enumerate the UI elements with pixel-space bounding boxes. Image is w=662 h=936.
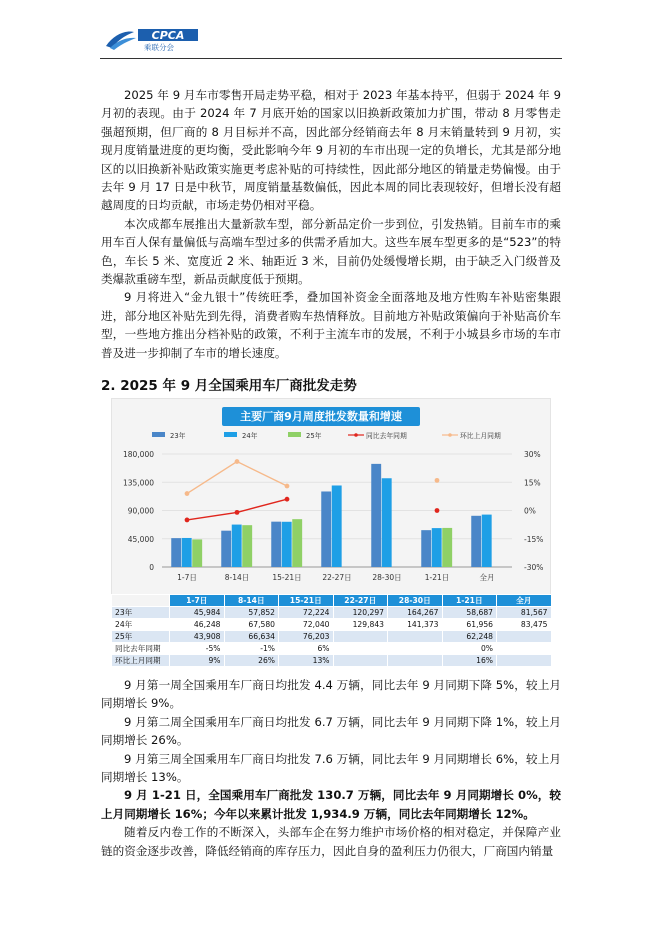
table-cell: -5% [170, 643, 225, 655]
table-cell [497, 631, 552, 643]
bar-24年 [482, 515, 492, 567]
table-row [112, 619, 552, 631]
point-环比上月同期 [435, 478, 440, 483]
intro-text [101, 86, 561, 362]
table-corner [112, 595, 170, 607]
left-tick-label: 90,000 [127, 506, 154, 516]
table-cell: 62,248 [442, 631, 497, 643]
table-header-cell: 8-14日 [224, 595, 279, 607]
table-cell [333, 655, 388, 667]
chart-svg [112, 399, 552, 595]
logo-subtext: 乘联分会 [144, 43, 174, 52]
legend-swatch [288, 432, 301, 437]
section-title: 2. 2025 年 9 月全国乘用车厂商批发走势 [101, 378, 357, 394]
x-tick-label: 28-30日 [372, 573, 402, 582]
x-tick-label: 1-7日 [177, 573, 197, 582]
table-cell: 129,843 [333, 619, 388, 631]
weekly-summary: 9 月 1-21 日，全国乘用车厂商批发 130.7 万辆，同比去年 9 月同期增长 0%，较上月同期增长 16%；今年以来累计批发 1,934.9 万辆，同比去年同期增长 12%。 [101, 788, 561, 821]
table-cell: 26% [224, 655, 279, 667]
bar-24年 [432, 528, 442, 567]
legend-swatch [152, 432, 165, 437]
weekly-paragraph-2: 9 月第二周全国乘用车厂商日均批发 6.7 万辆，同比去年 9 月同期下降 1%，较上月同期增长 26%。 [101, 714, 561, 748]
intro-paragraph-1: 2025 年 9 月车市零售开局走势平稳，相对于 2023 年基本持平，但弱于 2024 年 9 月初的表现。由于 2024 年 7 月底开始的国家以旧换新政策加力扩围，带动 8 月零售走强超预期，但厂商的 8 月目标并不高，因此部分经销商去年 8 月末销量转到 9 月初，实现月度销量进度的更均衡，受此影响今年 9 月初的车市出现一定的负增长，尤其是部分地区的以旧换新补贴政策实施更考虑补贴的可持续性，因此部分地区的销量走势偏慢。由于去年 9 月 17 日是中秋节，周度销量基数偏低，因此本周的同比表现较好，但增长没有超越周度的日均贡献，市场走势仍相对平稳。 [101, 88, 561, 213]
right-tick-label: 0% [524, 506, 536, 516]
row-label: 同比去年同期 [112, 643, 170, 655]
table-cell: 81,567 [497, 607, 552, 619]
left-tick-label: 180,000 [122, 450, 154, 459]
table-cell: 58,687 [442, 607, 497, 619]
weekly-paragraph-3: 9 月第三周全国乘用车厂商日均批发 7.6 万辆，同比去年 9 月同期增长 6%，较上月同期增长 13%。 [101, 751, 561, 785]
table-header-cell: 22-27日 [333, 595, 388, 607]
chart-title: 主要厂商9月周度批发数量和增速 [222, 407, 420, 426]
bar-24年 [282, 522, 292, 567]
x-tick-label: 22-27日 [322, 573, 352, 582]
bar-24年 [182, 538, 192, 567]
right-tick-label: -15% [524, 534, 544, 544]
legend-label: 24年 [242, 432, 258, 440]
bar-23年 [371, 464, 381, 567]
table-cell [388, 643, 443, 655]
x-tick-label: 全月 [479, 573, 495, 582]
bar-25年 [292, 519, 302, 567]
bar-23年 [271, 522, 281, 567]
row-label: 25年 [112, 631, 170, 643]
legend-label: 25年 [306, 432, 322, 440]
point-同比去年同期 [435, 508, 440, 513]
table-header-cell: 全月 [497, 595, 552, 607]
table-cell [388, 631, 443, 643]
legend-label: 同比去年同期 [366, 432, 407, 440]
bar-25年 [192, 539, 202, 567]
legend-marker [448, 433, 452, 437]
left-tick-label: 45,000 [127, 534, 154, 544]
table-cell: 16% [442, 655, 497, 667]
closing-paragraph: 随着反内卷工作的不断深入，头部车企在努力维护市场价格的相对稳定，并保障产业链的资金逐步改善，降低经销商的库存压力，因此自身的盈利压力仍很大，厂商国内销量 [101, 825, 561, 858]
bar-24年 [332, 485, 342, 567]
table-row [112, 643, 552, 655]
left-tick-label: 0 [149, 563, 154, 572]
point-环比上月同期 [185, 491, 190, 496]
table-row [112, 607, 552, 619]
table-cell: 0% [442, 643, 497, 655]
bar-23年 [221, 531, 231, 567]
table-row [112, 631, 552, 643]
table-cell [333, 643, 388, 655]
weekly-paragraph-1: 9 月第一周全国乘用车厂商日均批发 4.4 万辆，同比去年 9 月同期下降 5%，较上月同期增长 9%。 [101, 678, 561, 711]
cpca-logo [104, 26, 200, 52]
logo-text: CPCA [151, 29, 185, 42]
x-tick-label: 1-21日 [424, 573, 450, 582]
table-cell: 46,248 [170, 619, 225, 631]
right-tick-label: 30% [524, 450, 541, 459]
bar-25年 [242, 525, 252, 567]
table-cell: 76,203 [279, 631, 334, 643]
weekly-text [101, 676, 561, 860]
legend-label: 23年 [170, 432, 186, 440]
table-cell [388, 655, 443, 667]
table-header-cell: 15-21日 [279, 595, 334, 607]
table-cell: 72,224 [279, 607, 334, 619]
row-label: 环比上月同期 [112, 655, 170, 667]
row-label: 24年 [112, 619, 170, 631]
legend-marker [354, 433, 358, 437]
intro-paragraph-3: 9 月将进入“金九银十”传统旺季，叠加国补资金全面落地及地方性购车补贴密集跟进，部分地区补贴先到先得，消费者购车热情释放。目前地方补贴政策偏向于补贴高价车型，一些地方推出分档补贴的政策，不利于主流车市的发展，不利于小城县乡市场的车市普及进一步抑制了车市的增长速度。 [101, 290, 561, 360]
bar-23年 [471, 516, 481, 567]
table-header-cell: 1-7日 [170, 595, 225, 607]
table-cell: 72,040 [279, 619, 334, 631]
point-同比去年同期 [235, 510, 240, 515]
table-cell: 61,956 [442, 619, 497, 631]
point-环比上月同期 [285, 484, 290, 489]
x-tick-label: 8-14日 [224, 573, 250, 582]
point-环比上月同期 [235, 459, 240, 464]
line-同比去年同期 [187, 499, 287, 520]
bar-24年 [382, 478, 392, 567]
wholesale-table [111, 594, 552, 667]
right-tick-label: 15% [524, 478, 541, 488]
legend-label: 环比上月同期 [460, 432, 501, 440]
table-cell: 13% [279, 655, 334, 667]
table-cell: 43,908 [170, 631, 225, 643]
line-环比上月同期 [187, 462, 287, 494]
page-header [100, 22, 562, 58]
row-label: 23年 [112, 607, 170, 619]
legend-swatch [224, 432, 237, 437]
bar-25年 [442, 528, 452, 567]
table-cell [497, 643, 552, 655]
table-cell [333, 631, 388, 643]
table-cell: -1% [224, 643, 279, 655]
bar-23年 [321, 491, 331, 567]
table-row [112, 655, 552, 667]
table-cell: 67,580 [224, 619, 279, 631]
table-cell: 66,634 [224, 631, 279, 643]
table-header-cell: 28-30日 [388, 595, 443, 607]
table-cell [497, 655, 552, 667]
x-tick-label: 15-21日 [272, 573, 302, 582]
left-tick-label: 135,000 [122, 478, 154, 488]
table-cell: 141,373 [388, 619, 443, 631]
table-header-row [112, 595, 552, 607]
table-cell: 6% [279, 643, 334, 655]
bar-24年 [232, 525, 242, 567]
table-cell: 83,475 [497, 619, 552, 631]
point-同比去年同期 [185, 518, 190, 523]
right-tick-label: -30% [524, 563, 544, 572]
table-header-cell: 1-21日 [442, 595, 497, 607]
intro-paragraph-2: 本次成都车展推出大量新款车型，部分新品定价一步到位，引发热销。目前车市的乘用车百人保有量偏低与高端车型过多的供需矛盾加大。这些车展车型更多的是“523”的特色，车长 5 米、宽度近 2 米、轴距近 3 米，目前仍处缓慢增长期，由于缺乏入门级普及类爆款重磅车型，新品贡献度低于预期。 [101, 216, 561, 287]
table-cell: 45,984 [170, 607, 225, 619]
bar-23年 [171, 538, 181, 567]
point-同比去年同期 [285, 497, 290, 502]
table-cell: 120,297 [333, 607, 388, 619]
table-cell: 57,852 [224, 607, 279, 619]
bar-23年 [421, 530, 431, 567]
table-cell: 9% [170, 655, 225, 667]
table-cell: 164,267 [388, 607, 443, 619]
header-divider [100, 58, 562, 59]
